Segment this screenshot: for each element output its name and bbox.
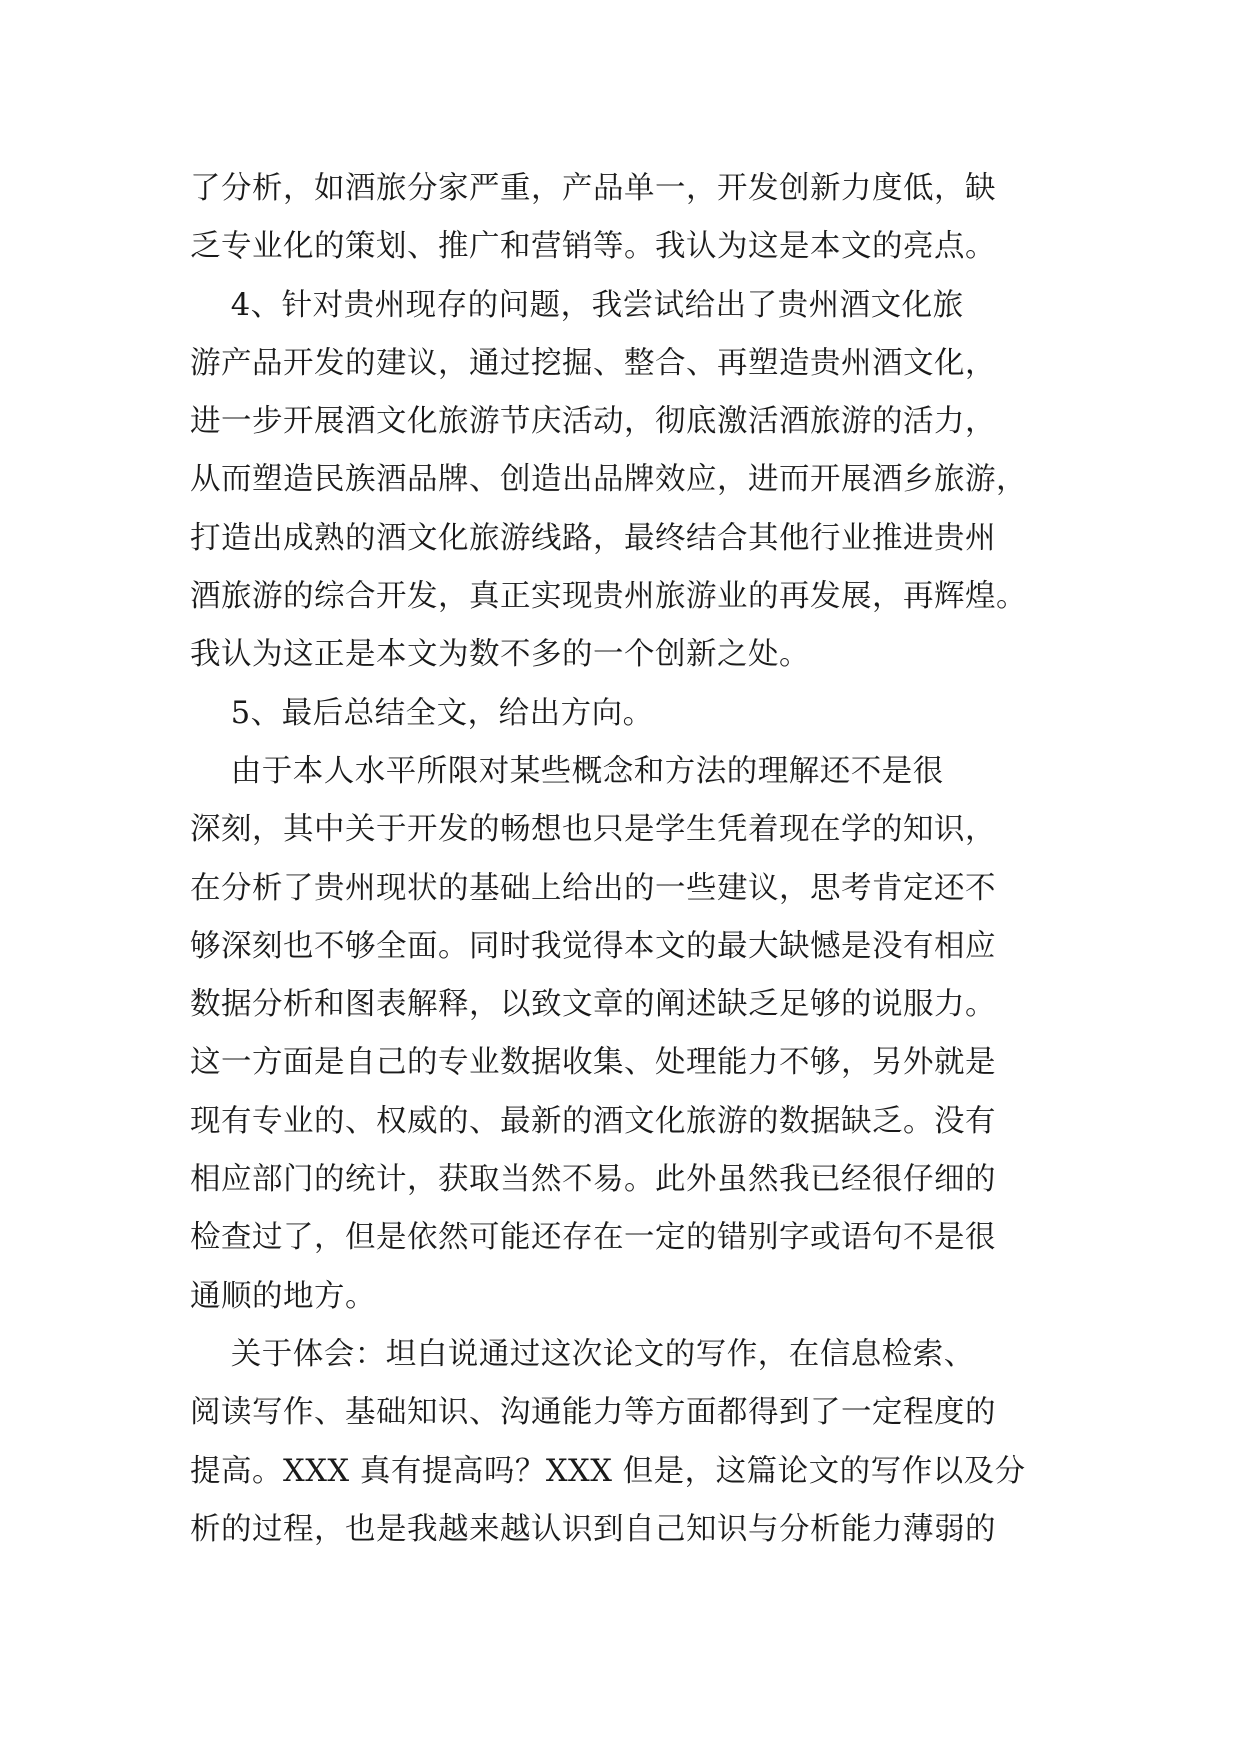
text-line: 够深刻也不够全面。同时我觉得本文的最大缺憾是没有相应 xyxy=(190,928,996,964)
text-line: 通顺的地方。 xyxy=(190,1278,376,1314)
body-text xyxy=(190,160,1060,1559)
text-line: 了分析，如酒旅分家严重，产品单一，开发创新力度低，缺 xyxy=(190,171,996,206)
text-line: 游产品开发的建议，通过挖掘、整合、再塑造贵州酒文化， xyxy=(190,345,996,381)
text-line: 5、最后总结全文，给出方向。 xyxy=(190,695,654,731)
text-line: 由于本人水平所限对某些概念和方法的理解还不是很 xyxy=(190,753,944,789)
text-line: 深刻，其中关于开发的畅想也只是学生凭着现在学的知识， xyxy=(190,812,996,848)
text-line: 数据分析和图表解释，以致文章的阐述缺乏足够的说服力。 xyxy=(190,987,996,1023)
text-line: 现有专业的、权威的、最新的酒文化旅游的数据缺乏。没有 xyxy=(190,1103,996,1139)
text-line: 提高。XXX 真有提高吗？XXX 但是，这篇论文的写作以及分 xyxy=(190,1453,1026,1489)
text-line: 相应部门的统计，获取当然不易。此外虽然我已经很仔细的 xyxy=(190,1162,996,1198)
text-line: 从而塑造民族酒品牌、创造出品牌效应，进而开展酒乡旅游， xyxy=(190,462,1027,498)
text-line: 我认为这正是本文为数不多的一个创新之处。 xyxy=(190,637,810,673)
text-line: 这一方面是自己的专业数据收集、处理能力不够，另外就是 xyxy=(190,1045,996,1081)
text-line: 酒旅游的综合开发，真正实现贵州旅游业的再发展，再辉煌。 xyxy=(190,579,1027,615)
text-line: 在分析了贵州现状的基础上给出的一些建议，思考肯定还不 xyxy=(190,870,996,906)
text-line: 检查过了，但是依然可能还存在一定的错别字或语句不是很 xyxy=(190,1220,996,1256)
text-line: 乏专业化的策划、推广和营销等。我认为这是本文的亮点。 xyxy=(190,229,996,265)
text-line: 关于体会：坦白说通过这次论文的写作，在信息检索、 xyxy=(190,1336,975,1372)
text-line: 进一步开展酒文化旅游节庆活动，彻底激活酒旅游的活力， xyxy=(190,404,996,440)
text-line: 析的过程，也是我越来越认识到自己知识与分析能力薄弱的 xyxy=(190,1511,996,1547)
text-line: 阅读写作、基础知识、沟通能力等方面都得到了一定程度的 xyxy=(190,1395,996,1431)
text-line: 打造出成熟的酒文化旅游线路，最终结合其他行业推进贵州 xyxy=(190,520,996,556)
text-line: 4、针对贵州现存的问题，我尝试给出了贵州酒文化旅 xyxy=(190,287,964,323)
